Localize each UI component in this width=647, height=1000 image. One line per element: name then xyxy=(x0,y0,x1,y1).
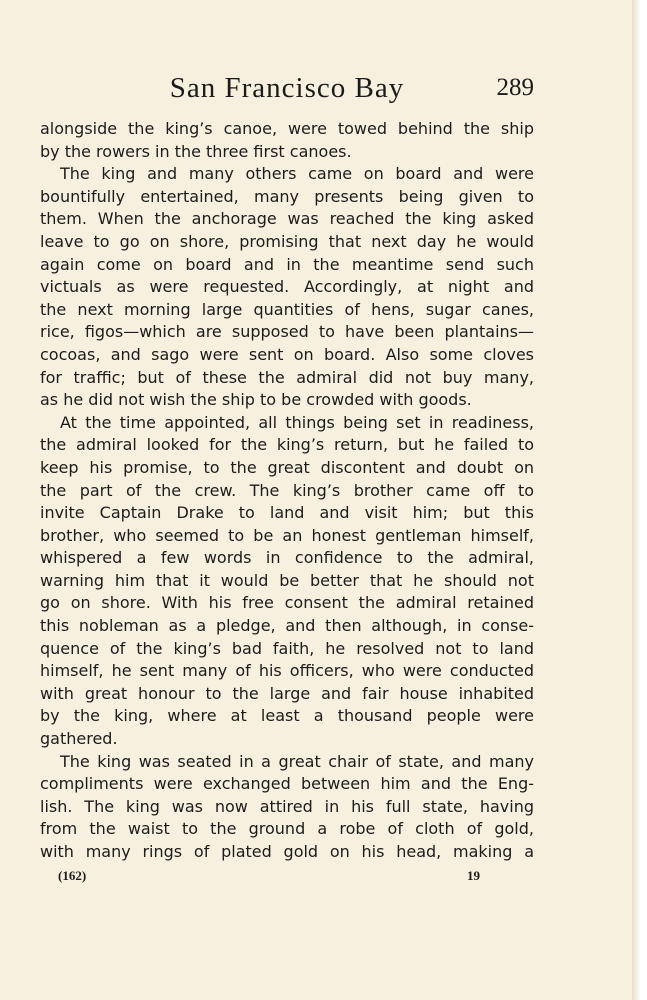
signature-mark-left: (162) xyxy=(58,868,87,883)
text-line: compliments were exchanged between him and the Eng- xyxy=(40,774,534,794)
text-line: whispered a few words in confidence to the admiral, xyxy=(40,548,534,568)
text-line: brother, who seemed to be an honest gentleman himself, xyxy=(40,525,534,545)
text-line: with great honour to the large and fair house inhabited xyxy=(40,683,534,703)
page-edge xyxy=(632,0,647,1000)
text-line: warning him that it would be better that he should not xyxy=(40,570,534,590)
body-text xyxy=(40,118,534,864)
text-line: alongside the king’s canoe, were towed behind the ship xyxy=(40,119,534,138)
text-line: The king and many others came on board and were xyxy=(60,164,534,184)
text-line: the admiral looked for the king’s return, but he failed to xyxy=(40,435,534,455)
text-line: keep his promise, to the great discontent and doubt on xyxy=(40,457,534,477)
page-header xyxy=(40,66,534,110)
page-footer xyxy=(40,866,534,886)
text-line: invite Captain Drake to land and visit him; but this xyxy=(40,503,534,523)
text-line: the next morning large quantities of hens, sugar canes, xyxy=(40,299,534,319)
text-line: them. When the anchorage was reached the king asked xyxy=(40,209,534,229)
text-line: with many rings of plated gold on his head, making a xyxy=(40,842,534,861)
text-line: cocoas, and sago were sent on board. Also some cloves xyxy=(40,344,534,364)
text-line: leave to go on shore, promising that next day he would xyxy=(40,231,534,251)
running-title: San Francisco Bay xyxy=(169,72,405,104)
signature-mark-right: 19 xyxy=(467,868,480,883)
text-line: quence of the king’s bad faith, he resolved not to land xyxy=(40,638,534,658)
text-line: himself, he sent many of his officers, who were conducted xyxy=(40,661,534,681)
text-line: for traffic; but of these the admiral did not buy many, xyxy=(40,367,534,387)
text-line: this nobleman as a pledge, and then although, in conse- xyxy=(40,616,534,636)
text-line: again come on board and in the meantime send such xyxy=(40,254,534,274)
text-line: as he did not wish the ship to be crowded with goods. xyxy=(40,390,472,410)
text-line: by the rowers in the three first canoes. xyxy=(40,141,352,161)
text-line: bountifully entertained, many presents being given to xyxy=(40,186,534,206)
text-line: The king was seated in a great chair of state, and many xyxy=(60,751,534,771)
text-line: gathered. xyxy=(40,729,118,749)
page-number: 289 xyxy=(496,74,534,101)
text-line: go on shore. With his free consent the admiral retained xyxy=(40,593,534,613)
text-line: by the king, where at least a thousand people were xyxy=(40,706,534,726)
text-line: At the time appointed, all things being set in readiness, xyxy=(60,412,534,432)
text-line: rice, figos—which are supposed to have been plantains— xyxy=(40,322,534,342)
text-line: from the waist to the ground a robe of cloth of gold, xyxy=(40,819,534,839)
text-line: lish. The king was now attired in his full state, having xyxy=(40,796,534,816)
text-line: the part of the crew. The king’s brother came off to xyxy=(40,480,534,500)
text-line: victuals as were requested. Accordingly, at night and xyxy=(40,277,534,297)
